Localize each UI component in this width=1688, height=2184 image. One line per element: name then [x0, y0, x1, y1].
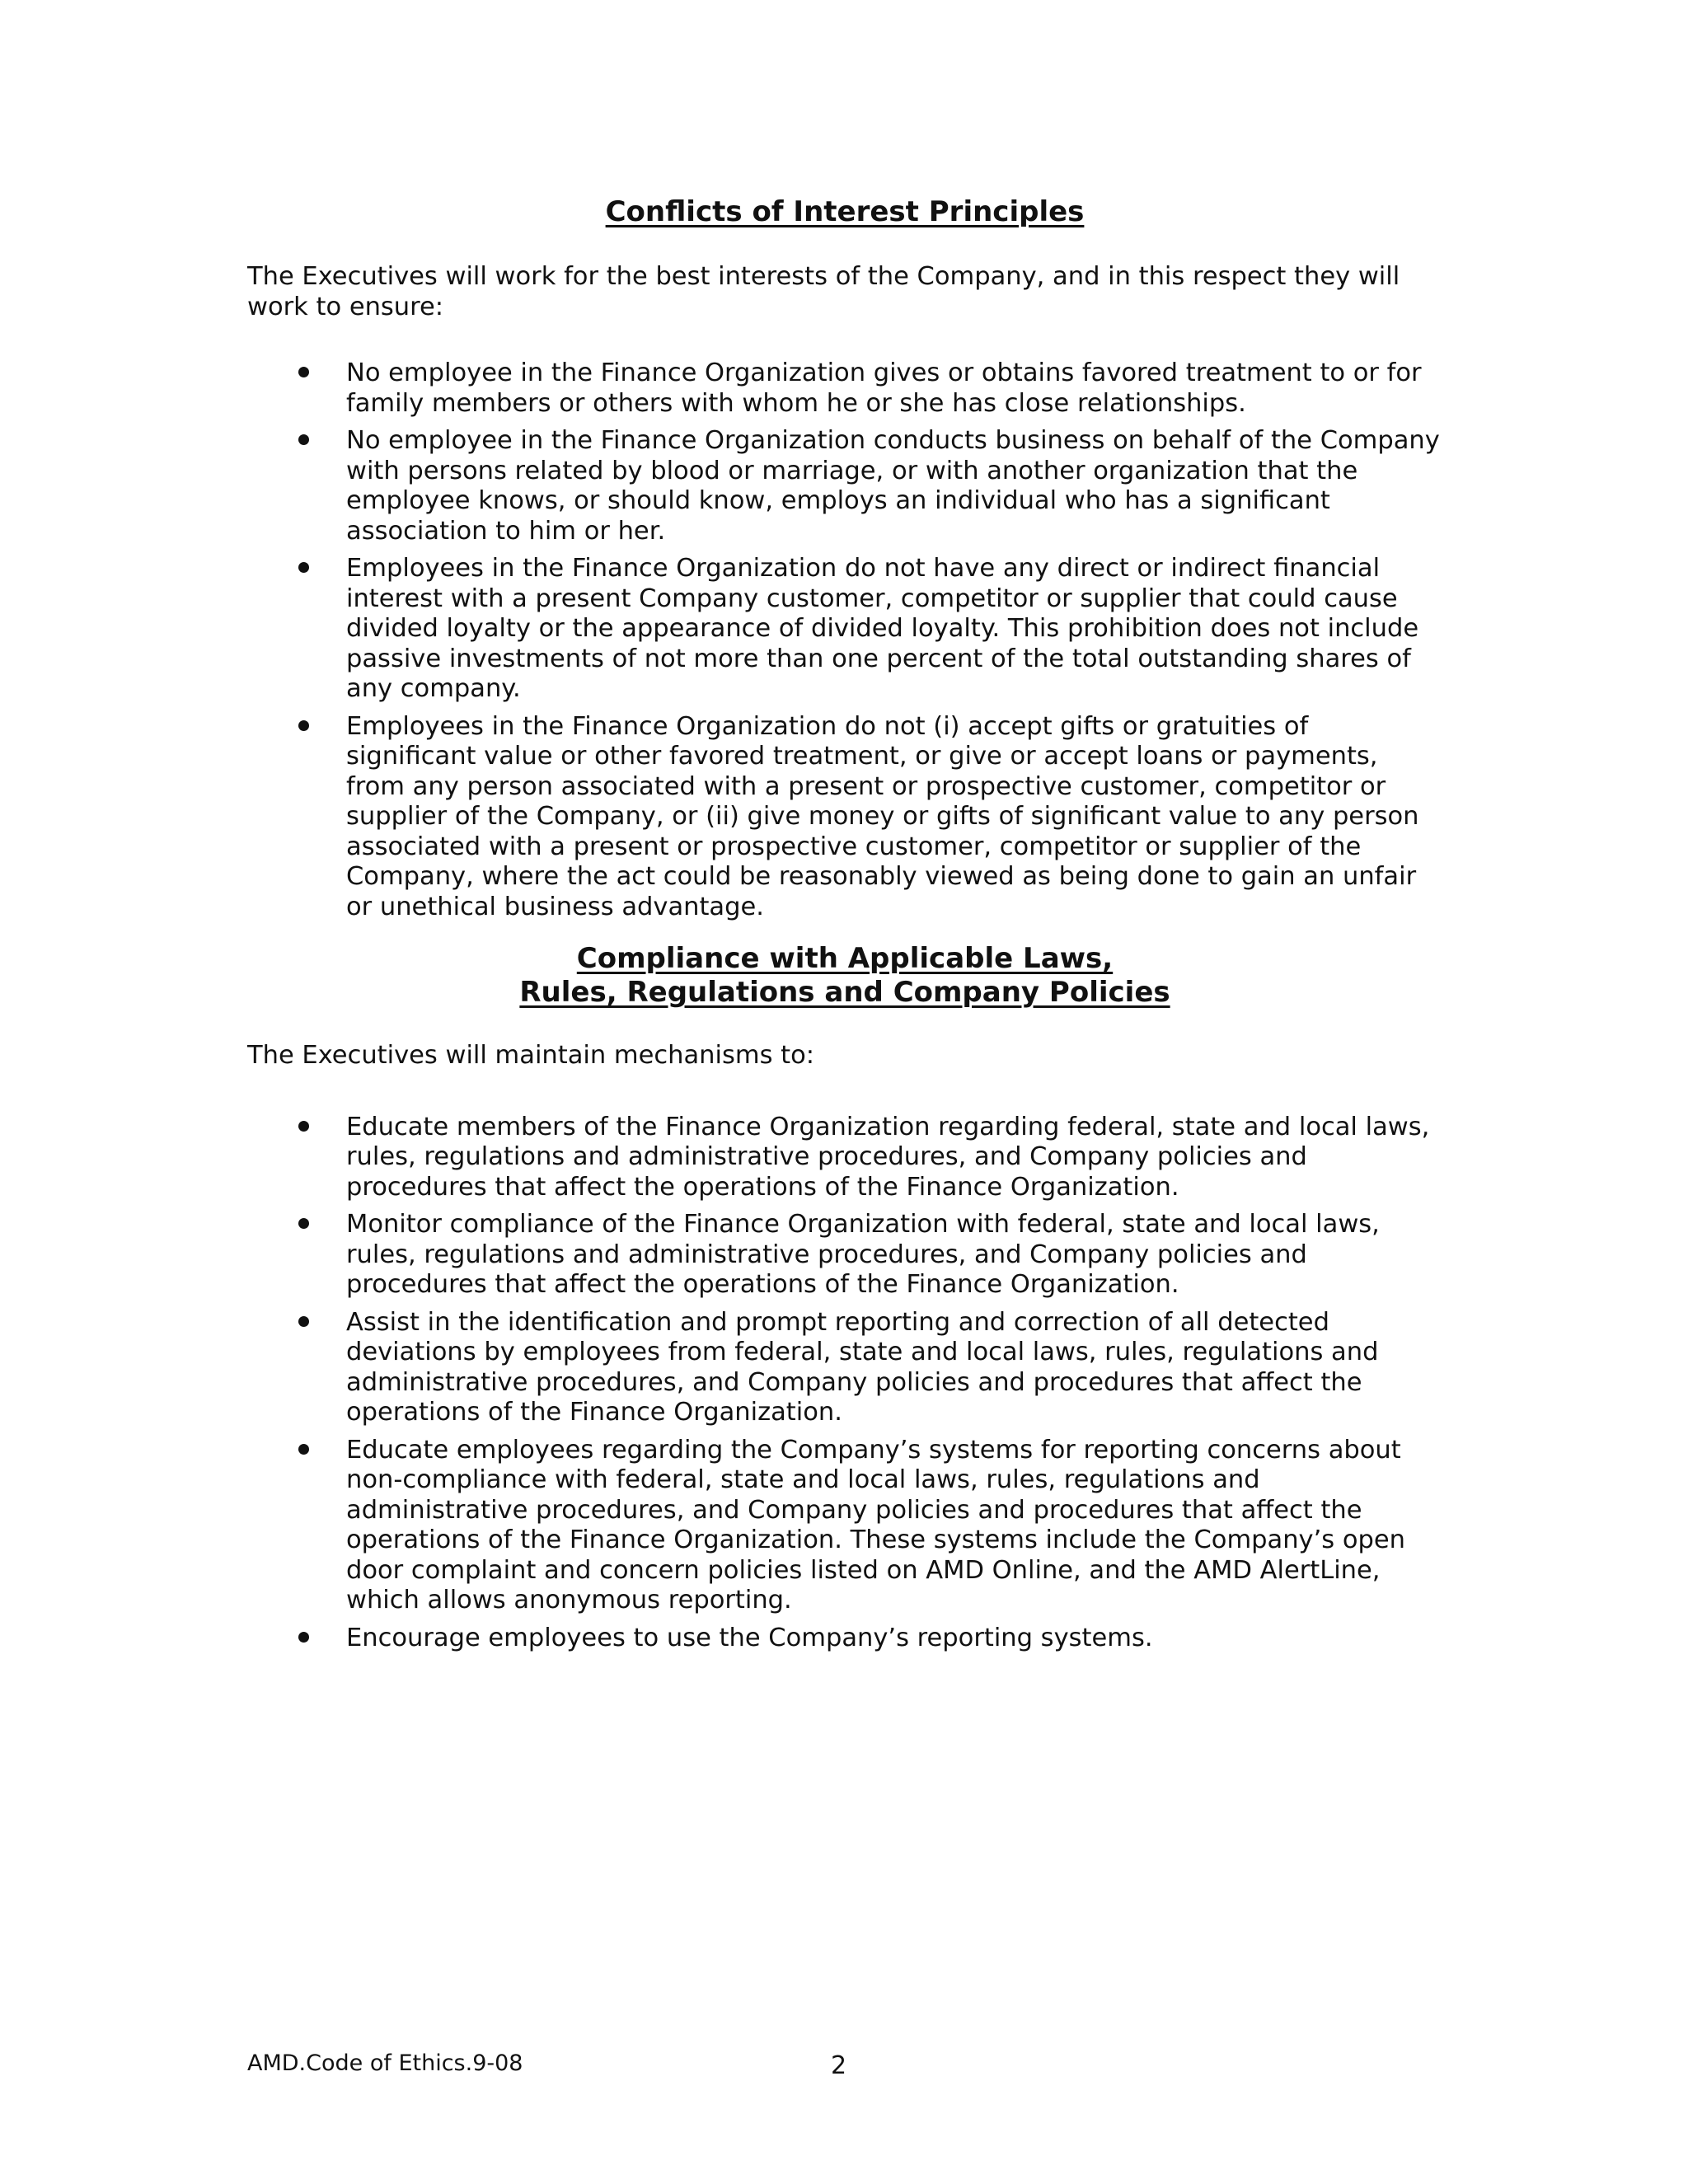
section-heading-line2: Rules, Regulations and Company Policies: [519, 976, 1170, 1009]
section-intro-paragraph: The Executives will work for the best interests of the Company, and in this respect they will work to ensure:: [247, 262, 1400, 321]
list-item-text: Educate members of the Finance Organization regarding federal, state and local laws, rules, regulations and administrative procedures, and Company policies and procedures that affect the operations of the Finance Organization.: [346, 1112, 1430, 1202]
list-item-text: Encourage employees to use the Company’s reporting systems.: [346, 1623, 1153, 1652]
section-heading-text: Conflicts of Interest Principles: [605, 195, 1085, 228]
list-item-text: No employee in the Finance Organization conducts business on behalf of the Company with persons related by blood or marriage, or with another organization that the employee knows, or should know, employs an individual who has a significant association to him or her.: [346, 426, 1440, 546]
list-item: [247, 1436, 1442, 1616]
list-item-text: No employee in the Finance Organization gives or obtains favored treatment to or for family members or others with whom he or she has close relationships.: [346, 359, 1422, 418]
bullet-icon: [298, 1121, 309, 1132]
bullet-icon: [298, 1632, 309, 1643]
bullet-icon: [298, 720, 309, 731]
list-item-text: Educate employees regarding the Company’s systems for reporting concerns about non-compliance with federal, state and local laws, rules, regulations and administrative procedures, and Company policies and procedures that affect the operations of the Finance Organization. These systems include the Company’s open door complaint and concern policies listed on AMD Online, and the AMD AlertLine, which allows anonymous reporting.: [346, 1435, 1405, 1615]
bullet-icon: [298, 434, 309, 445]
list-item: [247, 712, 1442, 923]
list-item-text: Employees in the Finance Organization do not have any direct or indirect financial interest with a present Company customer, competitor or supplier that could cause divided loyalty or the appearance of divided loyalty. This prohibition does not include passive investments of not more than one percent of the total outstanding shares of any company.: [346, 554, 1419, 703]
list-item: [247, 1210, 1442, 1301]
page-content: [247, 195, 1442, 1661]
bullet-icon: [298, 1316, 309, 1327]
conflicts-bullet-list: [247, 359, 1442, 922]
bullet-icon: [298, 1218, 309, 1229]
list-item: [247, 359, 1442, 419]
list-item-text: Monitor compliance of the Finance Organization with federal, state and local laws, rules, regulations and administrative procedures, and Company policies and procedures that affect the operations of the Finance Organization.: [346, 1210, 1380, 1299]
bullet-icon: [298, 1444, 309, 1455]
list-item-text: Assist in the identification and prompt reporting and correction of all detected deviations by employees from federal, state and local laws, rules, regulations and administrative procedures, and Company policies and procedures that affect the operations of the Finance Organization.: [346, 1307, 1379, 1427]
list-item: [247, 1113, 1442, 1203]
section-heading-compliance: [247, 942, 1442, 1010]
footer-document-id: AMD.Code of Ethics.9-08: [247, 2050, 523, 2076]
section-intro-paragraph: The Executives will maintain mechanisms to:: [247, 1041, 815, 1070]
section-heading-conflicts: [247, 195, 1442, 229]
list-item: [247, 1624, 1442, 1654]
list-item: [247, 1308, 1442, 1428]
section-heading-line1: Compliance with Applicable Laws,: [576, 942, 1114, 975]
compliance-bullet-list: [247, 1113, 1442, 1654]
bullet-icon: [298, 562, 309, 573]
list-item: [247, 554, 1442, 705]
list-item-text: Employees in the Finance Organization do not (i) accept gifts or gratuities of significant value or other favored treatment, or give or accept loans or payments, from any person associated with a present or prospective customer, competitor or supplier of the Company, or (ii) give money or gifts of significant value to any person associated with a present or prospective customer, competitor or supplier of the Company, where the act could be reasonably viewed as being done to gain an unfair or unethical business advantage.: [346, 711, 1419, 921]
list-item: [247, 426, 1442, 546]
bullet-icon: [298, 367, 309, 377]
footer-page-number: 2: [831, 2051, 847, 2080]
